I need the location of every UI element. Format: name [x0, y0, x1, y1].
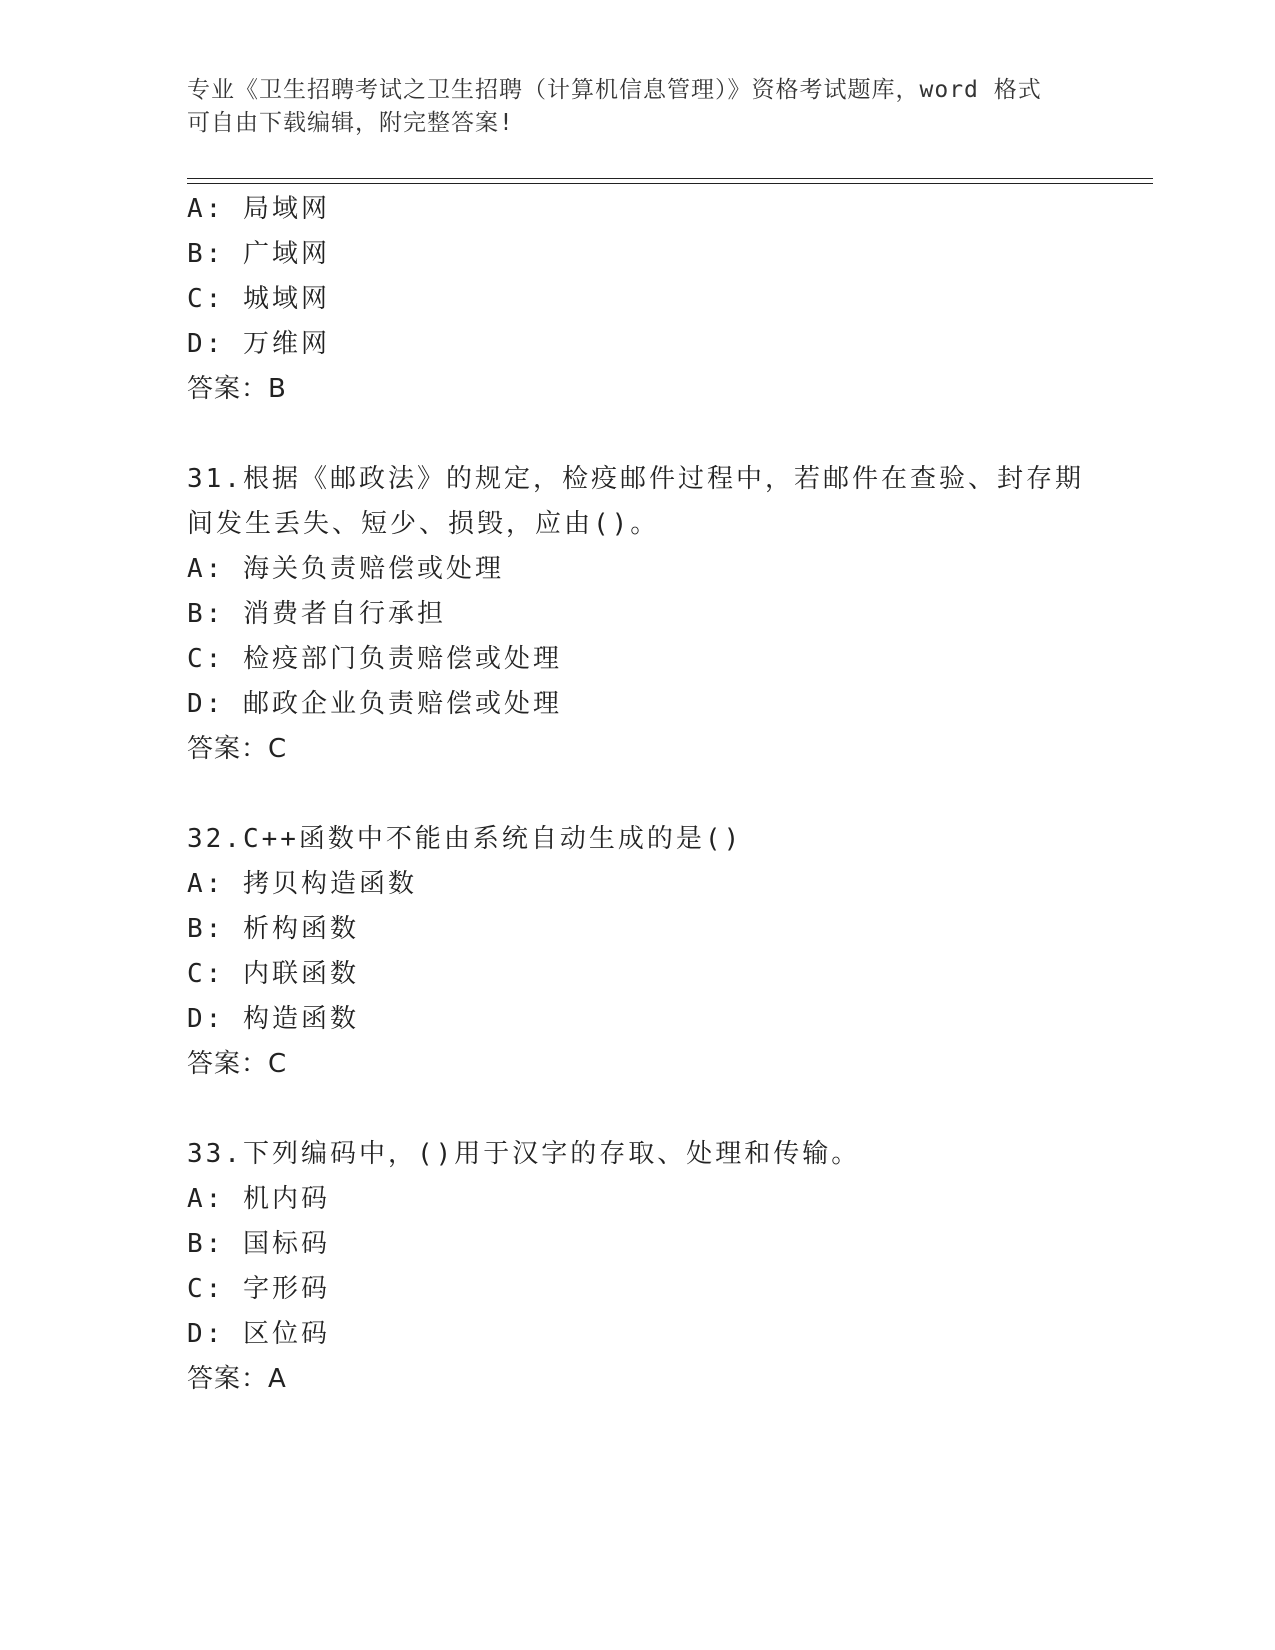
answer: 答案：B — [187, 374, 287, 404]
option-c: C: 内联函数 — [187, 959, 359, 989]
question-stem: 31.根据《邮政法》的规定，检疫邮件过程中，若邮件在查验、封存期 — [187, 464, 1084, 494]
option-a: A: 机内码 — [187, 1184, 330, 1214]
option-d: D: 构造函数 — [187, 1004, 359, 1034]
option-b: B: 消费者自行承担 — [187, 599, 446, 629]
option-d: D: 区位码 — [187, 1319, 330, 1349]
answer: 答案：A — [187, 1364, 287, 1394]
header-line-1: 专业《卫生招聘考试之卫生招聘（计算机信息管理）》资格考试题库，word 格式 — [187, 77, 1042, 103]
document-header — [187, 74, 1067, 140]
answer: 答案：C — [187, 1049, 288, 1079]
question-stem: 32.C++函数中不能由系统自动生成的是() — [187, 824, 743, 854]
header-line-2: 可自由下载编辑，附完整答案! — [187, 110, 514, 136]
option-b: B: 国标码 — [187, 1229, 330, 1259]
option-a: A: 局域网 — [187, 194, 330, 224]
option-c: C: 检疫部门负责赔偿或处理 — [187, 644, 562, 674]
option-d: D: 邮政企业负责赔偿或处理 — [187, 689, 562, 719]
option-c: C: 城域网 — [187, 284, 330, 314]
header-rule-bottom — [187, 183, 1153, 184]
question-stem: 33.下列编码中，()用于汉字的存取、处理和传输。 — [187, 1139, 861, 1169]
answer: 答案：C — [187, 734, 288, 764]
option-a: A: 海关负责赔偿或处理 — [187, 554, 504, 584]
option-d: D: 万维网 — [187, 329, 330, 359]
option-c: C: 字形码 — [187, 1274, 330, 1304]
question-stem-cont: 间发生丢失、短少、损毁，应由()。 — [187, 509, 660, 539]
option-b: B: 析构函数 — [187, 914, 359, 944]
option-a: A: 拷贝构造函数 — [187, 869, 417, 899]
header-rule-top — [187, 178, 1153, 179]
option-b: B: 广域网 — [187, 239, 330, 269]
